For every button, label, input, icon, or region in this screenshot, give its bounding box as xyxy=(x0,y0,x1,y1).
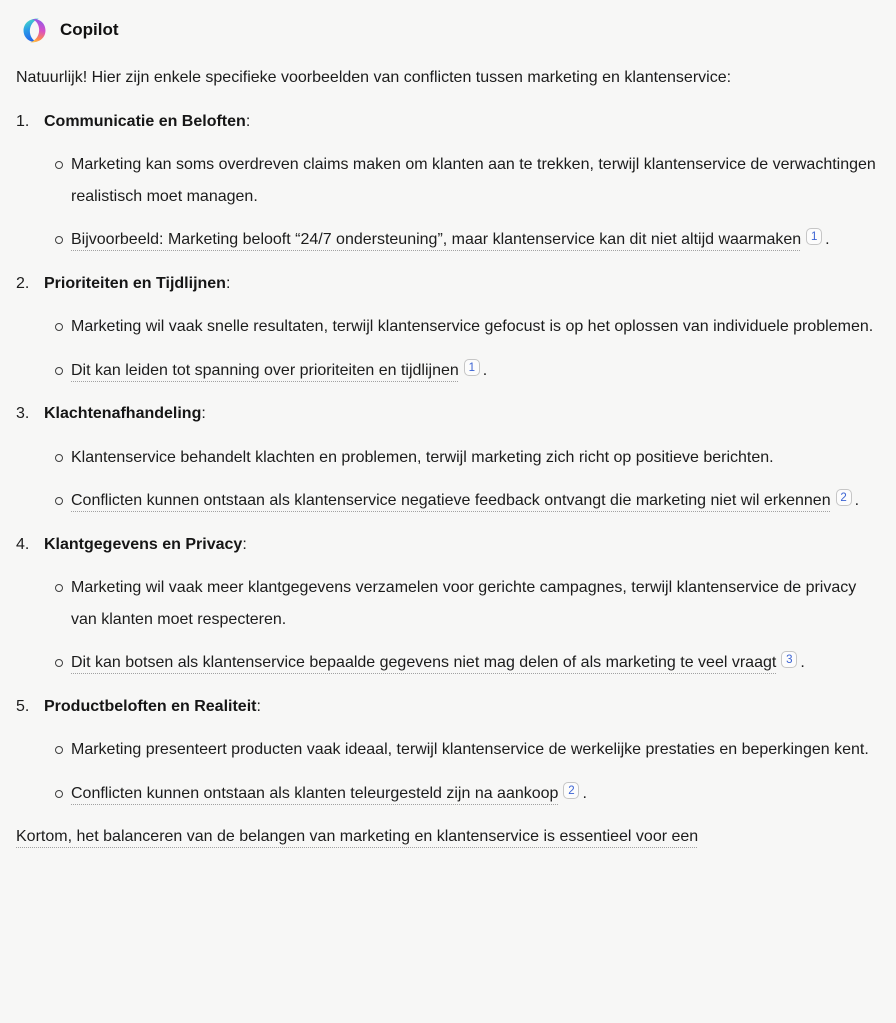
bullet-text: Marketing wil vaak meer klantgegevens verzamelen voor gerichte campagnes, terwijl klantenservice de privacy van klanten moet respecteren. xyxy=(71,579,857,628)
conflict-item-heading xyxy=(16,691,882,723)
conflict-item-title: Productbeloften en Realiteit xyxy=(44,697,257,715)
sentence-period: . xyxy=(800,654,805,671)
closing-paragraph xyxy=(16,821,882,853)
bullet-text: Klantenservice behandelt klachten en problemen, terwijl marketing zich richt op positieve berichten. xyxy=(71,448,774,466)
conflict-item-title-wrap xyxy=(44,268,230,300)
bullet-item xyxy=(55,485,882,517)
bullet-item xyxy=(55,572,882,635)
message-header xyxy=(16,0,882,46)
conflict-item-heading xyxy=(16,106,882,138)
citation-badge[interactable]: 2 xyxy=(836,489,852,506)
conflict-item-colon: : xyxy=(256,697,261,715)
conflict-sub-list xyxy=(16,311,882,386)
conflict-item-number: 2. xyxy=(16,274,30,292)
closing-citation-link[interactable]: Kortom, het balanceren van de belangen van marketing en klantenservice is essentieel voor een xyxy=(16,828,699,845)
conflict-item-number: 3. xyxy=(16,405,30,422)
conflict-item-title-wrap xyxy=(44,691,261,723)
conflict-sub-list xyxy=(16,442,882,517)
bullet-circle-icon xyxy=(55,367,63,375)
conflict-item-colon: : xyxy=(242,535,247,553)
conflict-item-number: 1. xyxy=(16,112,30,130)
bullet-item xyxy=(55,149,882,212)
conflict-item-heading xyxy=(16,398,882,430)
conflict-item xyxy=(16,691,882,810)
conflict-item xyxy=(16,529,882,679)
conflict-sub-list xyxy=(16,572,882,679)
conflict-item-title-wrap xyxy=(44,398,206,430)
conflict-item-title-wrap xyxy=(44,106,250,138)
bullet-circle-icon xyxy=(55,497,63,505)
conflict-item-colon: : xyxy=(201,405,206,422)
conflict-item-title: Prioriteiten en Tijdlijnen xyxy=(44,274,226,292)
citation-link[interactable]: Conflicten kunnen ontstaan als klanten teleurgesteld zijn na aankoop xyxy=(71,784,559,802)
bullet-item xyxy=(55,355,882,387)
conflict-list xyxy=(16,106,882,810)
conflict-item-title: Klachtenafhandeling xyxy=(44,405,202,422)
conflict-item-title: Klantgegevens en Privacy xyxy=(44,535,243,553)
citation-badge[interactable]: 3 xyxy=(781,651,797,668)
sentence-period: . xyxy=(582,784,587,802)
conflict-item-title-wrap xyxy=(44,529,247,561)
conflict-item xyxy=(16,398,882,517)
bullet-circle-icon xyxy=(55,323,63,331)
conflict-item-colon: : xyxy=(225,274,231,292)
conflict-item xyxy=(16,106,882,256)
conflict-item xyxy=(16,268,882,387)
bullet-item xyxy=(55,224,882,256)
bullet-circle-icon xyxy=(55,790,63,798)
sentence-period: . xyxy=(482,361,488,379)
app-title: Copilot xyxy=(60,20,119,39)
sentence-period: . xyxy=(825,231,830,248)
citation-badge[interactable]: 2 xyxy=(563,782,579,799)
bullet-text: Marketing presenteert producten vaak ideaal, terwijl klantenservice de werkelijke prestaties en beperkingen kent. xyxy=(71,741,869,758)
intro-paragraph: Natuurlijk! Hier zijn enkele specifieke voorbeelden van conflicten tussen marketing en klantenservice: xyxy=(16,69,732,86)
conflict-item-title: Communicatie en Beloften xyxy=(44,112,246,130)
bullet-circle-icon xyxy=(55,161,63,169)
citation-link[interactable]: Bijvoorbeeld: Marketing belooft “24/7 ondersteuning”, maar klantenservice kan dit niet altijd waarmaken xyxy=(71,231,802,248)
bullet-item xyxy=(55,647,882,679)
citation-link[interactable]: Conflicten kunnen ontstaan als klantenservice negatieve feedback ontvangt die marketing niet wil erkennen xyxy=(71,492,831,509)
bullet-item xyxy=(55,734,882,766)
bullet-text: Marketing kan soms overdreven claims maken om klanten aan te trekken, terwijl klantenservice de verwachtingen realistisch moet managen. xyxy=(71,156,876,205)
bullet-circle-icon xyxy=(55,236,63,244)
citation-link[interactable]: Dit kan leiden tot spanning over prioriteiten en tijdlijnen xyxy=(71,361,459,379)
citation-badge[interactable]: 1 xyxy=(806,228,822,245)
conflict-sub-list xyxy=(16,734,882,809)
bullet-circle-icon xyxy=(55,454,63,462)
conflict-sub-list xyxy=(16,149,882,256)
bullet-circle-icon xyxy=(55,746,63,754)
bullet-circle-icon xyxy=(55,659,63,667)
conflict-item-heading xyxy=(16,268,882,300)
citation-link[interactable]: Dit kan botsen als klantenservice bepaalde gegevens niet mag delen of als marketing te veel vraagt xyxy=(71,654,777,671)
citation-badge[interactable]: 1 xyxy=(464,359,480,376)
conflict-item-heading xyxy=(16,529,882,561)
bullet-item xyxy=(55,311,882,343)
sentence-period: . xyxy=(854,492,860,509)
conflict-item-colon: : xyxy=(245,112,251,130)
conflict-item-number: 4. xyxy=(16,535,30,553)
bullet-item xyxy=(55,442,882,474)
copilot-logo-icon xyxy=(20,17,49,44)
bullet-item xyxy=(55,778,882,810)
conflict-item-number: 5. xyxy=(16,697,30,715)
bullet-text: Marketing wil vaak snelle resultaten, terwijl klantenservice gefocust is op het oplossen van individuele problemen. xyxy=(71,318,874,335)
bullet-circle-icon xyxy=(55,584,63,592)
